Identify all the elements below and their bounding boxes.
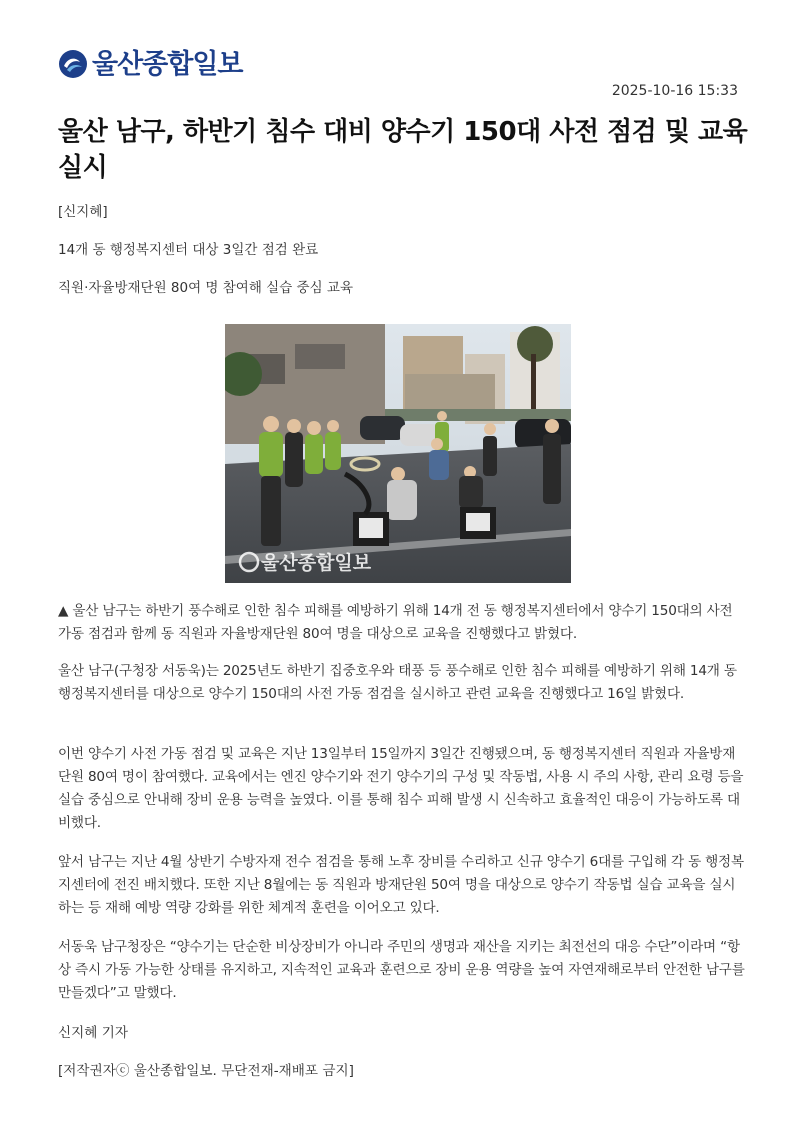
subtitle-1: 14개 동 행정복지센터 대상 3일간 점검 완료	[58, 242, 319, 258]
publish-datetime: 2025-10-16 15:33	[611, 83, 738, 99]
byline: [신지혜]	[58, 204, 108, 220]
svg-text:울산종합일보: 울산종합일보	[261, 552, 372, 574]
wave-logo-icon	[58, 49, 88, 79]
paragraph-4: 서동욱 남구청장은 “양수기는 단순한 비상장비가 아니라 주민의 생명과 재산을 지키는 최전선의 대응 수단”이라며 “항상 즉시 가동 가능한 상태를 유지하고, 지속적인 교육과 훈련으로 장비 운용 역량을 높여 자연재해로부터 안전한 남구를 만들겠다”고 말했다.	[58, 939, 745, 1001]
photo-caption: ▲ 울산 남구는 하반기 풍수해로 인한 침수 피해를 예방하기 위해 14개 전 동 행정복지센터에서 양수기 150대의 사전 가동 점검과 함께 동 직원과 자율방재단원 80여 명을 대상으로 교육을 진행했다고 밝혔다.	[58, 603, 733, 642]
article-photo	[225, 324, 571, 583]
masthead[interactable]	[58, 46, 243, 82]
site-logo-text: 울산종합일보	[92, 48, 243, 80]
paragraph-2: 이번 양수기 사전 가동 점검 및 교육은 지난 13일부터 15일까지 3일간 진행됐으며, 동 행정복지센터 직원과 자율방재단원 80여 명이 참여했다. 교육에서는 엔진 양수기와 전기 양수기의 구성 및 작동법, 사용 시 주의 사항, 관리 요령 등을 실습 중심으로 안내해 장비 운용 능력을 높였다. 이를 통해 침수 피해 발생 시 신속하고 효율적인 대응이 가능하도록 대비했다.	[58, 746, 744, 831]
article-title: 울산 남구, 하반기 침수 대비 양수기 150대 사전 점검 및 교육 실시	[58, 117, 748, 183]
paragraph-3: 앞서 남구는 지난 4월 상반기 수방자재 전수 점검을 통해 노후 장비를 수리하고 신규 양수기 6대를 구입해 각 동 행정복지센터에 전진 배치했다. 또한 지난 8월에는 동 직원과 방재단원 50여 명을 대상으로 양수기 작동법 실습 교육을 실시하는 등 재해 예방 역량 강화를 위한 체계적 훈련을 이어오고 있다.	[58, 854, 744, 916]
subtitle-2: 직원·자율방재단원 80여 명 참여해 실습 중심 교육	[58, 280, 353, 296]
paragraph-1: 울산 남구(구청장 서동욱)는 2025년도 하반기 집중호우와 태풍 등 풍수해로 인한 침수 피해를 예방하기 위해 14개 동 행정복지센터를 대상으로 양수기 150대의 사전 가동 점검을 실시하고 관련 교육을 진행했다고 16일 밝혔다.	[58, 663, 737, 702]
copyright-notice: [저작권자ⓒ 울산종합일보. 무단전재-재배포 금지]	[58, 1063, 354, 1079]
reporter-name: 신지혜 기자	[58, 1025, 128, 1041]
